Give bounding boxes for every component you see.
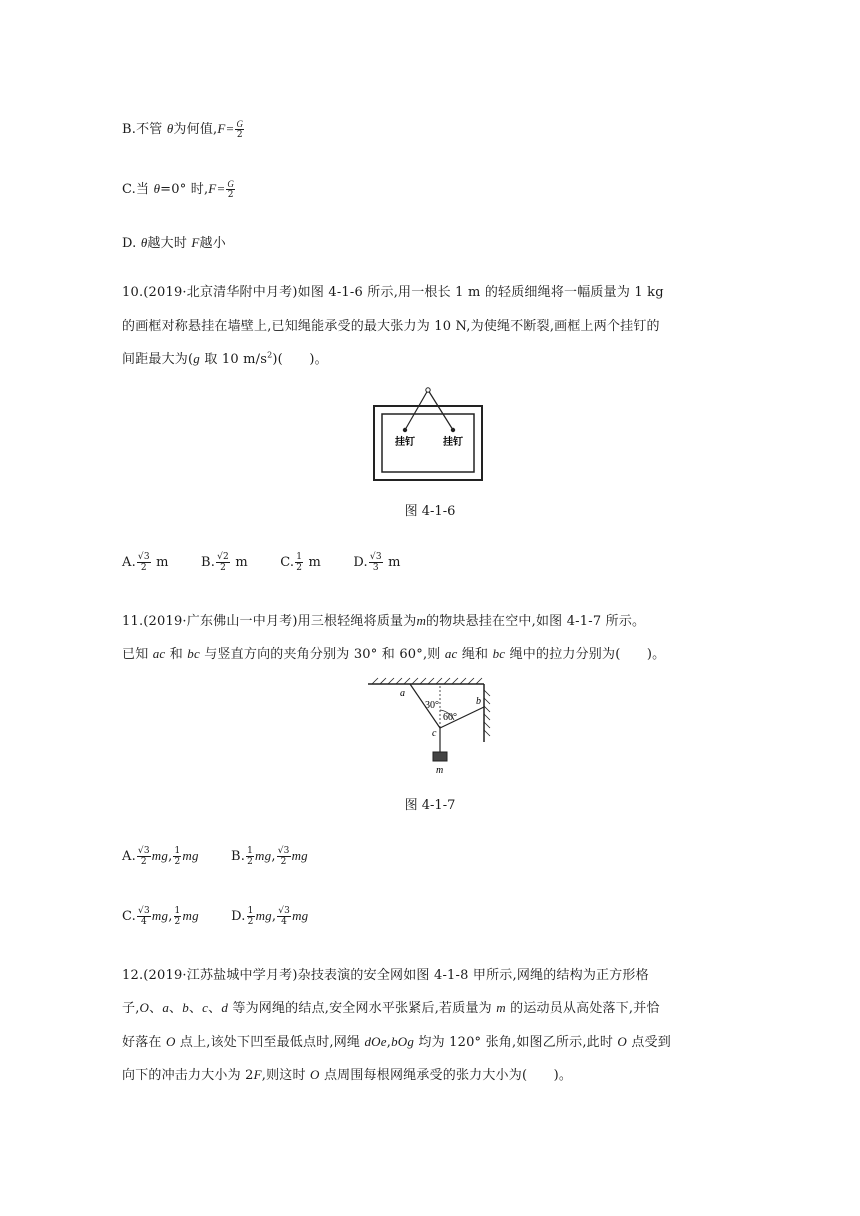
q11-option-c: C. $\frac{√3}{4}$ mg, $\frac{1}{2}$ mg: [122, 906, 199, 927]
q10-stem-line2: 的画框对称悬挂在墙壁上,已知绳能承受的最大张力为 10 N,为使绳不断裂,画框上两个挂钉的: [122, 319, 660, 334]
q11-options-row2: [122, 906, 336, 927]
nail-right-dot: [451, 428, 455, 432]
nail-right-label: 挂钉: [443, 437, 463, 448]
frame-outer: [374, 406, 482, 480]
q11-option-a: A. $\frac{√3}{2}$ mg, $\frac{1}{2}$ mg: [122, 846, 199, 867]
q10-stem-line3: 间距最大为(g 取 10 $m/s^2$)( )。: [122, 350, 328, 367]
q10-option-c: C. $\frac{1}{2}$ m: [280, 552, 322, 573]
q9-option-d: D. θ越大时 F越小: [122, 235, 226, 251]
fraction: $\frac{G}{2}$: [227, 179, 235, 200]
nail-left-label: 挂钉: [395, 437, 415, 448]
nail-left-dot: [403, 428, 407, 432]
label-a: a: [400, 688, 405, 699]
figure-4-1-6-picture-frame: [370, 384, 490, 484]
label-60deg: 60°: [443, 712, 457, 723]
figure-caption-4-1-7: 图 4-1-7: [404, 798, 456, 813]
label-30deg: 30°: [425, 700, 439, 711]
wall-nail: [426, 388, 430, 392]
q9-option-b: B.不管 θ为何值,F= $\frac{G}{2}$: [122, 119, 244, 140]
q11-stem-line2: 已知 ac 和 bc 与竖直方向的夹角分别为 30° 和 60°,则 ac 绳和 bc 绳中的拉力分别为( )。: [122, 646, 666, 662]
label-b: b: [476, 696, 481, 707]
ceiling-hatch: [372, 678, 482, 684]
fraction: $\frac{G}{2}$: [236, 119, 244, 140]
q10-stem-line1: 10.(2019·北京清华附中月考)如图 4-1-6 所示,用一根长 1 m 的轻质细绳将一幅质量为 1 kg: [122, 285, 664, 300]
q10-options: [122, 552, 429, 573]
figure-4-1-7-suspended-block: [366, 676, 494, 776]
figure-caption-4-1-6: 图 4-1-6: [404, 504, 456, 519]
q12-stem-line3: 好落在 O 点上,该处下凹至最低点时,网绳 dOe,bOg 均为 120° 张角,如图乙所示,此时 O 点受到: [122, 1034, 671, 1050]
wall-hatch: [484, 690, 490, 736]
q9-option-c: C.当 θ=0° 时,F= $\frac{G}{2}$: [122, 179, 235, 200]
q11-options-row1: [122, 846, 336, 867]
label-c: c: [432, 728, 437, 739]
q10-option-d: D. $\frac{√3}{3}$ m: [353, 552, 401, 573]
q11-stem-line1: 11.(2019·广东佛山一中月考)用三根轻绳将质量为m的物块悬挂在空中,如图 4-1-7 所示。: [122, 613, 646, 629]
q10-option-b: B. $\frac{√2}{2}$ m: [201, 552, 248, 573]
label-m: m: [436, 765, 444, 776]
q12-stem-line4: 向下的冲击力大小为 2F,则这时 O 点周围每根网绳承受的张力大小为( )。: [122, 1067, 573, 1083]
q12-stem-line2: 子,O、a、b、c、d 等为网绳的结点,安全网水平张紧后,若质量为 m 的运动员从高处落下,并恰: [122, 1000, 660, 1016]
q11-option-d: D. $\frac{1}{2}$ mg, $\frac{√3}{4}$ mg: [231, 906, 309, 927]
q10-option-a: A. $\frac{√3}{2}$ m: [122, 552, 169, 573]
block-m: [433, 752, 447, 761]
rope-left: [405, 390, 428, 430]
q11-option-b: B. $\frac{1}{2}$ mg, $\frac{√3}{2}$ mg: [231, 846, 308, 867]
q12-stem-line1: 12.(2019·江苏盐城中学月考)杂技表演的安全网如图 4-1-8 甲所示,网绳的结构为正方形格: [122, 968, 649, 983]
rope-right: [428, 390, 453, 430]
